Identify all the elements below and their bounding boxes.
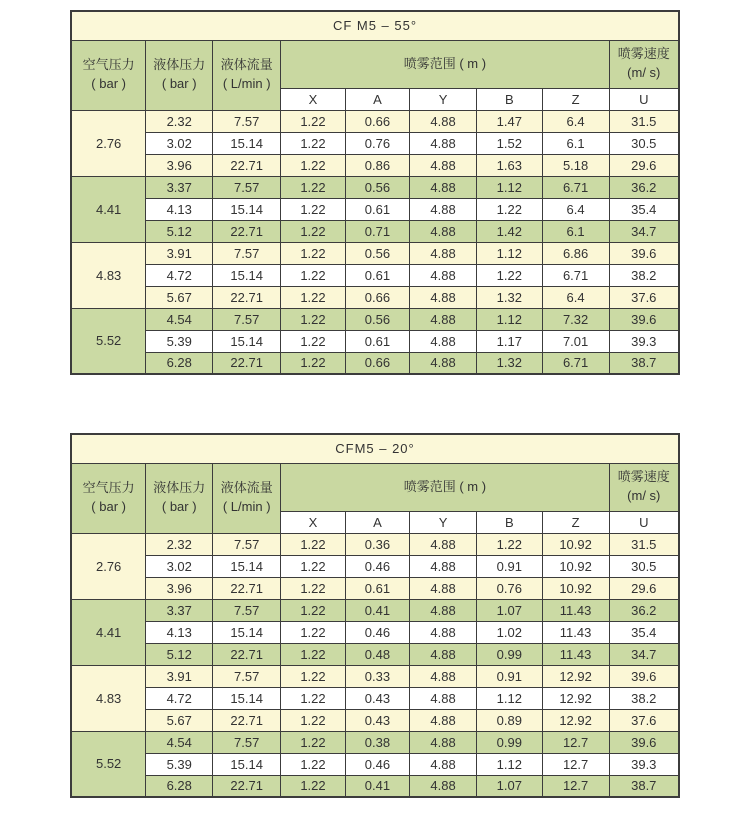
table-cell: 1.22 <box>477 198 543 220</box>
table-cell: 4.88 <box>410 731 477 753</box>
table-cell: 34.7 <box>609 643 679 665</box>
table-cell: 1.32 <box>477 286 543 308</box>
table-row <box>71 775 679 797</box>
table-cell: 3.96 <box>146 577 213 599</box>
table-cell: 1.22 <box>281 132 345 154</box>
table-cell: 12.92 <box>542 665 609 687</box>
col-header-b: B <box>477 511 543 533</box>
table-cell: 7.57 <box>213 533 281 555</box>
table-cell: 1.12 <box>477 308 543 330</box>
table-cell: 38.7 <box>609 352 679 374</box>
table-cell: 4.54 <box>146 731 213 753</box>
table-cell: 0.91 <box>477 555 543 577</box>
table-row <box>71 352 679 374</box>
table-cell: 5.67 <box>146 709 213 731</box>
table-cell: 10.92 <box>542 555 609 577</box>
table-row <box>71 533 679 555</box>
col-header-x: X <box>281 88 345 110</box>
table-cell: 7.57 <box>213 242 281 264</box>
table-cell: 4.88 <box>410 599 477 621</box>
table-cell: 0.61 <box>345 330 409 352</box>
air-pressure-cell: 4.41 <box>71 599 146 665</box>
table-cell: 11.43 <box>542 599 609 621</box>
table-cell: 3.91 <box>146 665 213 687</box>
table-cell: 0.33 <box>345 665 409 687</box>
table-row <box>71 599 679 621</box>
table-cell: 39.3 <box>609 753 679 775</box>
table-cell: 0.89 <box>477 709 543 731</box>
table-cell: 22.71 <box>213 775 281 797</box>
header-unit: ( bar ) <box>91 76 126 91</box>
table-cell: 1.22 <box>281 643 345 665</box>
table-cell: 1.22 <box>281 775 345 797</box>
table-cell: 4.88 <box>410 154 477 176</box>
table-row <box>71 555 679 577</box>
table-cell: 0.76 <box>345 132 409 154</box>
air-pressure-cell: 4.83 <box>71 242 146 308</box>
table-cell: 15.14 <box>213 687 281 709</box>
table-cell: 6.28 <box>146 775 213 797</box>
air-pressure-cell: 2.76 <box>71 533 146 599</box>
table-cell: 1.22 <box>477 264 543 286</box>
table-cell: 29.6 <box>609 577 679 599</box>
header-unit: ( bar ) <box>91 499 126 514</box>
table-cell: 0.41 <box>345 599 409 621</box>
table-cell: 1.22 <box>281 753 345 775</box>
table-cell: 1.22 <box>281 709 345 731</box>
table-cell: 3.02 <box>146 555 213 577</box>
table-cell: 1.22 <box>281 555 345 577</box>
table-row <box>71 709 679 731</box>
table-cell: 1.22 <box>281 577 345 599</box>
table-cell: 12.7 <box>542 731 609 753</box>
table-row <box>71 643 679 665</box>
table-cell: 6.4 <box>542 110 609 132</box>
table-cell: 1.22 <box>281 352 345 374</box>
table-cell: 1.22 <box>281 665 345 687</box>
table-cell: 4.88 <box>410 533 477 555</box>
table-cell: 4.88 <box>410 621 477 643</box>
table-cell: 12.7 <box>542 753 609 775</box>
table-row <box>71 132 679 154</box>
table-cell: 6.1 <box>542 132 609 154</box>
table-row <box>71 753 679 775</box>
col-header-z: Z <box>542 88 609 110</box>
table-cell: 1.22 <box>281 154 345 176</box>
table-cell: 15.14 <box>213 198 281 220</box>
col-header-air-pressure <box>71 40 146 110</box>
table-row <box>71 264 679 286</box>
table-cell: 37.6 <box>609 709 679 731</box>
table-cell: 1.12 <box>477 176 543 198</box>
table-cell: 36.2 <box>609 176 679 198</box>
table-cell: 0.41 <box>345 775 409 797</box>
table-row <box>71 621 679 643</box>
table-row <box>71 154 679 176</box>
header-unit: ( L/min ) <box>222 499 271 514</box>
table-cell: 0.48 <box>345 643 409 665</box>
air-pressure-cell: 5.52 <box>71 308 146 374</box>
header-label: 液体压力 <box>153 57 206 73</box>
table-cell: 12.92 <box>542 687 609 709</box>
table-cell: 4.88 <box>410 643 477 665</box>
table-cell: 0.91 <box>477 665 543 687</box>
table-title: CF M5 – 55° <box>71 11 679 40</box>
table-cell: 29.6 <box>609 154 679 176</box>
table-cell: 4.72 <box>146 687 213 709</box>
table-cell: 15.14 <box>213 621 281 643</box>
table-cell: 1.22 <box>281 621 345 643</box>
table-cell: 4.88 <box>410 709 477 731</box>
table-row <box>71 577 679 599</box>
table-cell: 0.56 <box>345 176 409 198</box>
table-cell: 1.07 <box>477 599 543 621</box>
table-cell: 7.57 <box>213 731 281 753</box>
table-cell: 0.56 <box>345 242 409 264</box>
col-header-x: X <box>281 511 345 533</box>
col-header-liquid-pressure <box>146 463 213 533</box>
table-cell: 5.12 <box>146 220 213 242</box>
table-cell: 30.5 <box>609 555 679 577</box>
table-title-row <box>71 11 679 40</box>
table-cell: 22.71 <box>213 154 281 176</box>
table-cell: 6.86 <box>542 242 609 264</box>
table-cell: 4.88 <box>410 176 477 198</box>
table-cell: 12.7 <box>542 775 609 797</box>
col-header-u: U <box>609 511 679 533</box>
table-cell: 1.12 <box>477 753 543 775</box>
header-label: 液体流量 <box>220 480 273 496</box>
header-label: 液体压力 <box>153 480 206 496</box>
table-row <box>71 198 679 220</box>
table-cell: 31.5 <box>609 110 679 132</box>
table-cell: 0.38 <box>345 731 409 753</box>
table-row <box>71 176 679 198</box>
table-cell: 11.43 <box>542 643 609 665</box>
col-header-spray-range: 喷雾范围 ( m ) <box>281 40 609 88</box>
table-cell: 6.1 <box>542 220 609 242</box>
table-cell: 2.32 <box>146 533 213 555</box>
table-cell: 4.88 <box>410 132 477 154</box>
table-cell: 1.22 <box>281 533 345 555</box>
table-cell: 5.39 <box>146 330 213 352</box>
table-cell: 7.32 <box>542 308 609 330</box>
table-cell: 12.92 <box>542 709 609 731</box>
table-cell: 5.12 <box>146 643 213 665</box>
table-cell: 39.6 <box>609 665 679 687</box>
table-header-row <box>71 463 679 511</box>
table-cell: 0.46 <box>345 621 409 643</box>
table-cell: 6.71 <box>542 176 609 198</box>
spec-table-cf-m5-55 <box>70 10 680 375</box>
col-header-spray-range: 喷雾范围 ( m ) <box>281 463 609 511</box>
table-title: CFM5 – 20° <box>71 434 679 463</box>
table-cell: 4.88 <box>410 687 477 709</box>
air-pressure-cell: 5.52 <box>71 731 146 797</box>
table-cell: 22.71 <box>213 286 281 308</box>
table-body <box>71 533 679 797</box>
header-label: 空气压力 <box>82 480 135 496</box>
table-body <box>71 110 679 374</box>
table-cell: 38.2 <box>609 264 679 286</box>
table-cell: 1.02 <box>477 621 543 643</box>
table-cell: 4.88 <box>410 665 477 687</box>
table-cell: 2.32 <box>146 110 213 132</box>
table-cell: 0.76 <box>477 577 543 599</box>
table-row <box>71 242 679 264</box>
table-cell: 1.22 <box>281 176 345 198</box>
table-cell: 0.99 <box>477 731 543 753</box>
table-cell: 0.36 <box>345 533 409 555</box>
table-cell: 1.22 <box>281 308 345 330</box>
table-cell: 7.57 <box>213 599 281 621</box>
header-label: 空气压力 <box>82 57 135 73</box>
table-cell: 39.6 <box>609 731 679 753</box>
table-cell: 4.54 <box>146 308 213 330</box>
air-pressure-cell: 2.76 <box>71 110 146 176</box>
table-cell: 4.88 <box>410 264 477 286</box>
col-header-liquid-pressure <box>146 40 213 110</box>
table-cell: 4.13 <box>146 621 213 643</box>
table-cell: 5.18 <box>542 154 609 176</box>
table-cell: 1.17 <box>477 330 543 352</box>
col-header-liquid-flow <box>213 40 281 110</box>
table-cell: 4.88 <box>410 220 477 242</box>
table-cell: 1.42 <box>477 220 543 242</box>
table-cell: 39.6 <box>609 308 679 330</box>
table-cell: 0.61 <box>345 577 409 599</box>
table-cell: 1.63 <box>477 154 543 176</box>
table-cell: 5.39 <box>146 753 213 775</box>
table-cell: 1.32 <box>477 352 543 374</box>
table-cell: 0.61 <box>345 264 409 286</box>
table-row <box>71 110 679 132</box>
table-cell: 15.14 <box>213 264 281 286</box>
table-cell: 22.71 <box>213 577 281 599</box>
table-cell: 10.92 <box>542 577 609 599</box>
table-cell: 35.4 <box>609 198 679 220</box>
table-cell: 37.6 <box>609 286 679 308</box>
table-cell: 22.71 <box>213 352 281 374</box>
table-cell: 1.22 <box>477 533 543 555</box>
table-cell: 4.88 <box>410 577 477 599</box>
table-row <box>71 308 679 330</box>
header-label: 喷雾速度 <box>617 46 670 62</box>
table-cell: 0.46 <box>345 555 409 577</box>
table-cell: 22.71 <box>213 709 281 731</box>
col-header-a: A <box>345 511 409 533</box>
air-pressure-cell: 4.41 <box>71 176 146 242</box>
table-cell: 0.43 <box>345 687 409 709</box>
table-cell: 4.88 <box>410 555 477 577</box>
table-cell: 0.56 <box>345 308 409 330</box>
header-unit: ( bar ) <box>161 76 197 91</box>
table-cell: 3.96 <box>146 154 213 176</box>
table-cell: 1.12 <box>477 687 543 709</box>
table-cell: 4.88 <box>410 110 477 132</box>
table-cell: 38.2 <box>609 687 679 709</box>
table-cell: 22.71 <box>213 220 281 242</box>
table-row <box>71 687 679 709</box>
table-cell: 4.88 <box>410 198 477 220</box>
table-cell: 4.88 <box>410 286 477 308</box>
table-cell: 15.14 <box>213 753 281 775</box>
table-cell: 7.57 <box>213 110 281 132</box>
table-cell: 1.22 <box>281 731 345 753</box>
header-label: 液体流量 <box>220 57 273 73</box>
table-cell: 5.67 <box>146 286 213 308</box>
table-cell: 3.37 <box>146 599 213 621</box>
table-cell: 6.71 <box>542 264 609 286</box>
table-cell: 36.2 <box>609 599 679 621</box>
table-cell: 0.43 <box>345 709 409 731</box>
table-cell: 1.52 <box>477 132 543 154</box>
col-header-a: A <box>345 88 409 110</box>
table-cell: 4.88 <box>410 242 477 264</box>
table-cell: 35.4 <box>609 621 679 643</box>
table-cell: 4.88 <box>410 352 477 374</box>
table-cell: 4.88 <box>410 308 477 330</box>
table-cell: 7.57 <box>213 308 281 330</box>
table-cell: 11.43 <box>542 621 609 643</box>
table-cell: 6.28 <box>146 352 213 374</box>
table-cell: 15.14 <box>213 330 281 352</box>
table-cell: 1.07 <box>477 775 543 797</box>
table-cell: 1.22 <box>281 198 345 220</box>
table-cell: 4.88 <box>410 753 477 775</box>
table-cell: 6.4 <box>542 198 609 220</box>
table-cell: 0.86 <box>345 154 409 176</box>
col-header-y: Y <box>410 88 477 110</box>
col-header-air-pressure <box>71 463 146 533</box>
header-label: 喷雾速度 <box>617 469 670 485</box>
table-cell: 34.7 <box>609 220 679 242</box>
table-title-row <box>71 434 679 463</box>
table-cell: 4.88 <box>410 330 477 352</box>
header-unit: (m/ s) <box>627 65 661 80</box>
table-cell: 1.22 <box>281 110 345 132</box>
table-cell: 6.4 <box>542 286 609 308</box>
col-header-liquid-flow <box>213 463 281 533</box>
table-cell: 0.71 <box>345 220 409 242</box>
col-header-spray-speed <box>609 463 679 511</box>
air-pressure-cell: 4.83 <box>71 665 146 731</box>
table-cell: 1.22 <box>281 286 345 308</box>
table-cell: 1.22 <box>281 220 345 242</box>
table-cell: 1.22 <box>281 599 345 621</box>
header-unit: (m/ s) <box>627 488 661 503</box>
table-cell: 31.5 <box>609 533 679 555</box>
table-cell: 15.14 <box>213 555 281 577</box>
table-header-row <box>71 40 679 88</box>
table-cell: 1.22 <box>281 264 345 286</box>
table-cell: 0.66 <box>345 110 409 132</box>
table-cell: 30.5 <box>609 132 679 154</box>
col-header-y: Y <box>410 511 477 533</box>
table-cell: 4.88 <box>410 775 477 797</box>
table-row <box>71 330 679 352</box>
col-header-u: U <box>609 88 679 110</box>
header-unit: ( L/min ) <box>222 76 271 91</box>
table-cell: 7.01 <box>542 330 609 352</box>
table-cell: 1.47 <box>477 110 543 132</box>
table-cell: 6.71 <box>542 352 609 374</box>
table-cell: 39.6 <box>609 242 679 264</box>
table-row <box>71 286 679 308</box>
table-cell: 0.99 <box>477 643 543 665</box>
table-cell: 0.61 <box>345 198 409 220</box>
table-cell: 3.37 <box>146 176 213 198</box>
table-cell: 4.13 <box>146 198 213 220</box>
table-cell: 1.22 <box>281 330 345 352</box>
col-header-spray-speed <box>609 40 679 88</box>
table-cell: 1.12 <box>477 242 543 264</box>
table-cell: 7.57 <box>213 176 281 198</box>
table-cell: 39.3 <box>609 330 679 352</box>
table-cell: 3.91 <box>146 242 213 264</box>
table-row <box>71 665 679 687</box>
table-cell: 4.72 <box>146 264 213 286</box>
table-cell: 15.14 <box>213 132 281 154</box>
table-cell: 1.22 <box>281 242 345 264</box>
col-header-z: Z <box>542 511 609 533</box>
table-cell: 1.22 <box>281 687 345 709</box>
table-cell: 10.92 <box>542 533 609 555</box>
table-cell: 22.71 <box>213 643 281 665</box>
table-cell: 0.66 <box>345 286 409 308</box>
table-row <box>71 220 679 242</box>
col-header-b: B <box>477 88 543 110</box>
table-cell: 0.46 <box>345 753 409 775</box>
table-cell: 0.66 <box>345 352 409 374</box>
header-unit: ( bar ) <box>161 499 197 514</box>
table-row <box>71 731 679 753</box>
table-cell: 7.57 <box>213 665 281 687</box>
table-cell: 38.7 <box>609 775 679 797</box>
table-cell: 3.02 <box>146 132 213 154</box>
spec-table-cfm5-20 <box>70 433 680 798</box>
